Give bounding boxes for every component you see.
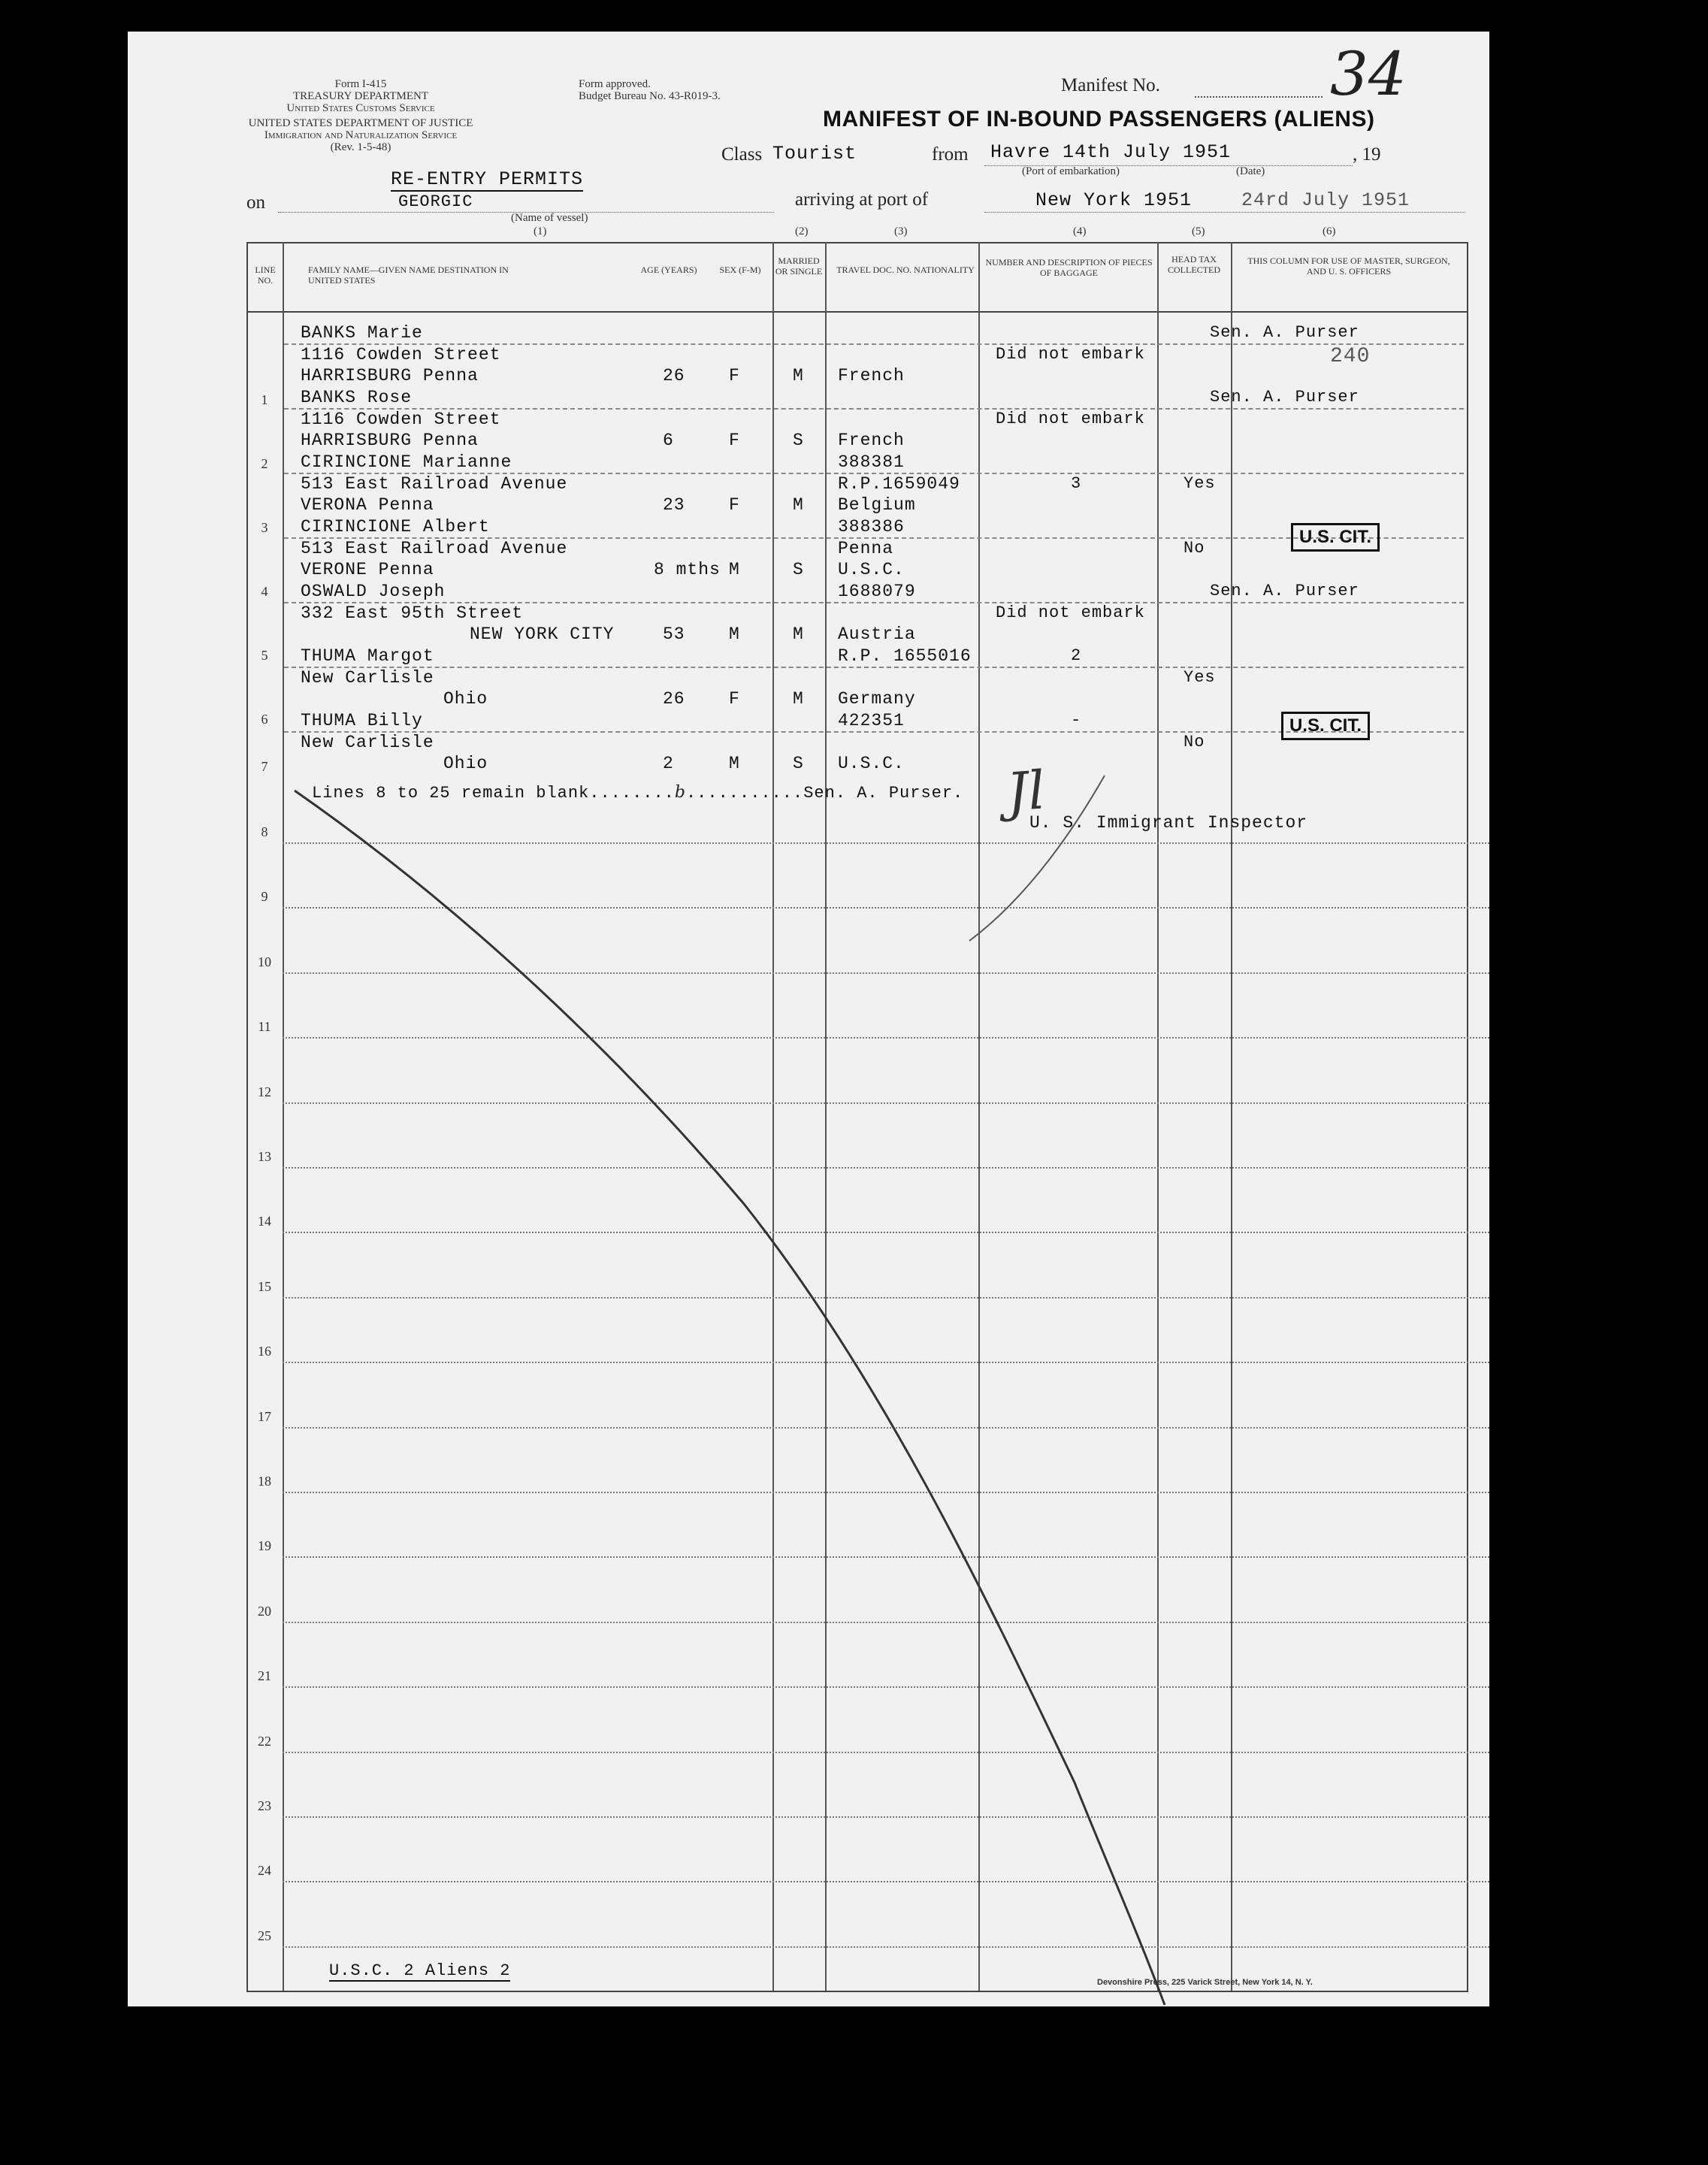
line-number: 9 (261, 889, 268, 905)
entry-line: 513 East Railroad Avenue (301, 538, 568, 558)
header-sex: SEX (F-M) (719, 265, 761, 275)
entry-line: VERONA Penna (301, 495, 434, 516)
reentry-note: RE-ENTRY PERMITS (391, 168, 584, 190)
form-number: Form I-415 (334, 78, 387, 90)
entry-line: OSWALD Joseph (301, 582, 446, 601)
line-number: 6 (261, 712, 268, 727)
entry-line: New Carlisle (301, 732, 434, 752)
entry-baggage: Did not embark (996, 603, 1145, 622)
entry-married: M (793, 495, 804, 516)
entry-travel: 422351 (838, 711, 905, 730)
line-number: 10 (258, 954, 271, 969)
line-number: 19 (258, 1538, 271, 1554)
revision: (Rev. 1-5-48) (330, 141, 391, 153)
port-embark-caption: (Port of embarkation) (1022, 165, 1120, 177)
us-citizen-stamp: U.S. CIT. (1291, 523, 1380, 552)
class-label: Class (721, 144, 763, 165)
entry-line: New Carlisle (301, 667, 434, 688)
entry-sex: M (729, 560, 740, 580)
entry-baggage: 3 (1071, 473, 1082, 493)
col-number-6: (6) (1323, 225, 1336, 237)
line-number: 21 (258, 1668, 271, 1684)
header-name: FAMILY NAME—GIVEN NAME DESTINATION IN UNITED STATES (308, 265, 509, 286)
class-value: Tourist (772, 143, 857, 165)
line-number: 5 (261, 648, 268, 663)
line-number: 11 (258, 1019, 271, 1035)
year-label: , 19 (1353, 144, 1381, 165)
entry-line: 513 East Railroad Avenue (301, 473, 568, 494)
entry-married: M (793, 624, 804, 645)
page-number: 34 (1330, 39, 1407, 109)
form-approved: Form approved. (579, 78, 651, 90)
customs-service: United States Customs Service (286, 102, 435, 114)
justice-dept: UNITED STATES DEPARTMENT OF JUSTICE (248, 117, 473, 129)
line-number: 18 (258, 1474, 271, 1489)
entry-mark: 240 (1330, 344, 1371, 368)
entry-age: 23 (663, 495, 685, 516)
on-label: on (246, 192, 265, 213)
entry-line: HARRISBURG Penna (301, 431, 479, 451)
entry-travel: R.P.1659049 (838, 473, 960, 494)
blank-signer: Sen. A. Purser. (803, 784, 964, 803)
inspector-label: U. S. Immigrant Inspector (1029, 813, 1308, 833)
line-number: 15 (258, 1278, 271, 1294)
entry-tax: No (1184, 732, 1205, 751)
page-title: MANIFEST OF IN-BOUND PASSENGERS (ALIENS) (823, 107, 1375, 132)
entry-travel: 388386 (838, 517, 905, 537)
header-baggage: NUMBER AND DESCRIPTION OF PIECES OF BAGGAGE (985, 257, 1153, 278)
from-value: Havre 14th July 1951 (990, 141, 1232, 163)
entry-tax: Yes (1184, 473, 1216, 493)
arriving-label: arriving at port of (795, 189, 929, 210)
col-number-1: (1) (534, 225, 547, 237)
entry-line: NEW YORK CITY (470, 624, 615, 645)
entry-married: S (793, 560, 804, 580)
col-number-4: (4) (1073, 225, 1087, 237)
line-number: 4 (261, 584, 268, 599)
entry-officer: Sen. A. Purser (1210, 388, 1359, 407)
entry-officer: Sen. A. Purser (1210, 582, 1359, 600)
entry-age: 8 mths (654, 560, 721, 580)
entry-line: HARRISBURG Penna (301, 366, 479, 386)
line-number: 12 (258, 1084, 271, 1099)
line-number: 20 (258, 1603, 271, 1619)
entry-tax: Yes (1184, 667, 1216, 687)
vessel-caption: (Name of vessel) (511, 212, 588, 224)
entry-travel: R.P. 1655016 (838, 646, 972, 666)
header-age: AGE (YEARS) (640, 265, 697, 275)
col-number-3: (3) (894, 225, 908, 237)
line-number: 22 (258, 1733, 271, 1749)
entry-travel: U.S.C. (838, 754, 905, 774)
blank-note-text: Lines 8 to 25 remain blank (312, 784, 590, 803)
entry-tax: No (1184, 538, 1205, 558)
date-caption: (Date) (1236, 165, 1265, 177)
line-number: 14 (258, 1214, 271, 1229)
header-married: MARRIED OR SINGLE (775, 256, 823, 277)
blank-initial: b (674, 783, 686, 802)
inspector-signature: Jl (1005, 759, 1047, 824)
header-head-tax: HEAD TAX COLLECTED (1168, 254, 1220, 275)
line-number: 25 (258, 1928, 271, 1943)
header-officers: THIS COLUMN FOR USE OF MASTER, SURGEON, AND U. S. OFFICERS (1247, 256, 1450, 277)
entry-baggage: - (1071, 711, 1082, 730)
entry-travel: French (838, 366, 905, 386)
printer-imprint: Devonshire Press, 225 Varick Street, New York 14, N. Y. (1097, 1978, 1313, 1987)
totals: U.S.C. 2 Aliens 2 (329, 1961, 511, 1980)
line-number: 24 (258, 1863, 271, 1879)
line-number: 3 (261, 520, 268, 535)
entry-line: 1116 Cowden Street (301, 344, 501, 364)
line-number: 23 (258, 1798, 271, 1813)
entry-line: CIRINCIONE Albert (301, 517, 490, 537)
entry-sex: F (729, 431, 740, 451)
entry-baggage: 2 (1071, 646, 1082, 665)
entry-travel: French (838, 431, 905, 451)
ins-label: Immigration and Naturalization Service (264, 129, 458, 141)
header-line-no: LINE NO. (255, 265, 276, 286)
entry-sex: M (729, 754, 740, 774)
entry-line: Ohio (443, 689, 488, 709)
entry-line: THUMA Margot (301, 646, 434, 666)
line-number: 7 (261, 759, 268, 774)
entry-line: 1116 Cowden Street (301, 409, 501, 429)
entry-married: M (793, 366, 804, 386)
blank-dots: ........... (685, 784, 804, 803)
entry-age: 53 (663, 624, 685, 645)
entry-travel: Germany (838, 689, 916, 709)
entry-married: S (793, 754, 804, 774)
entry-baggage: Did not embark (996, 409, 1145, 428)
us-citizen-stamp: U.S. CIT. (1281, 712, 1370, 740)
entry-travel: 388381 (838, 452, 905, 472)
entry-line: VERONE Penna (301, 560, 434, 580)
entry-travel: Penna (838, 538, 894, 558)
col-number-5: (5) (1192, 225, 1205, 237)
arrival-date: 24rd July 1951 (1241, 189, 1410, 211)
header-travel: TRAVEL DOC. NO. NATIONALITY (836, 265, 975, 275)
line-number: 13 (258, 1149, 271, 1164)
entry-travel: 1688079 (838, 582, 916, 601)
entry-age: 2 (663, 754, 674, 774)
arriving-value: New York 1951 (1035, 189, 1193, 211)
entry-travel: U.S.C. (838, 560, 905, 580)
entry-sex: M (729, 624, 740, 645)
entry-sex: F (729, 495, 740, 516)
entry-travel: Belgium (838, 495, 916, 516)
treasury-dept: TREASURY DEPARTMENT (292, 90, 429, 102)
vessel-name: GEORGIC (398, 192, 473, 211)
cancel-line (128, 32, 1489, 2006)
entry-officer: Sen. A. Purser (1210, 323, 1359, 342)
entry-age: 26 (663, 689, 685, 709)
entry-sex: F (729, 366, 740, 386)
blank-dots: ........ (589, 784, 675, 803)
entry-line: BANKS Marie (301, 323, 423, 343)
entry-line: 332 East 95th Street (301, 603, 524, 623)
entry-travel: Austria (838, 624, 916, 645)
entry-line: CIRINCIONE Marianne (301, 452, 512, 472)
entry-sex: F (729, 689, 740, 709)
from-label: from (932, 144, 969, 165)
line-number: 16 (258, 1344, 271, 1359)
col-number-2: (2) (795, 225, 809, 237)
entry-married: S (793, 431, 804, 451)
budget-bureau: Budget Bureau No. 43-R019-3. (579, 90, 721, 102)
manifest-no-label: Manifest No. (1061, 75, 1160, 95)
entry-baggage: Did not embark (996, 344, 1145, 364)
entry-line: THUMA Billy (301, 711, 423, 730)
entry-age: 26 (663, 366, 685, 386)
entry-age: 6 (663, 431, 674, 451)
entry-line: BANKS Rose (301, 388, 413, 407)
entry-married: M (793, 689, 804, 709)
entry-line: Ohio (443, 754, 488, 774)
line-number: 8 (261, 824, 268, 839)
line-number: 1 (261, 392, 268, 407)
manifest-page (128, 32, 1489, 2006)
line-number: 17 (258, 1408, 271, 1424)
line-number: 2 (261, 456, 268, 471)
